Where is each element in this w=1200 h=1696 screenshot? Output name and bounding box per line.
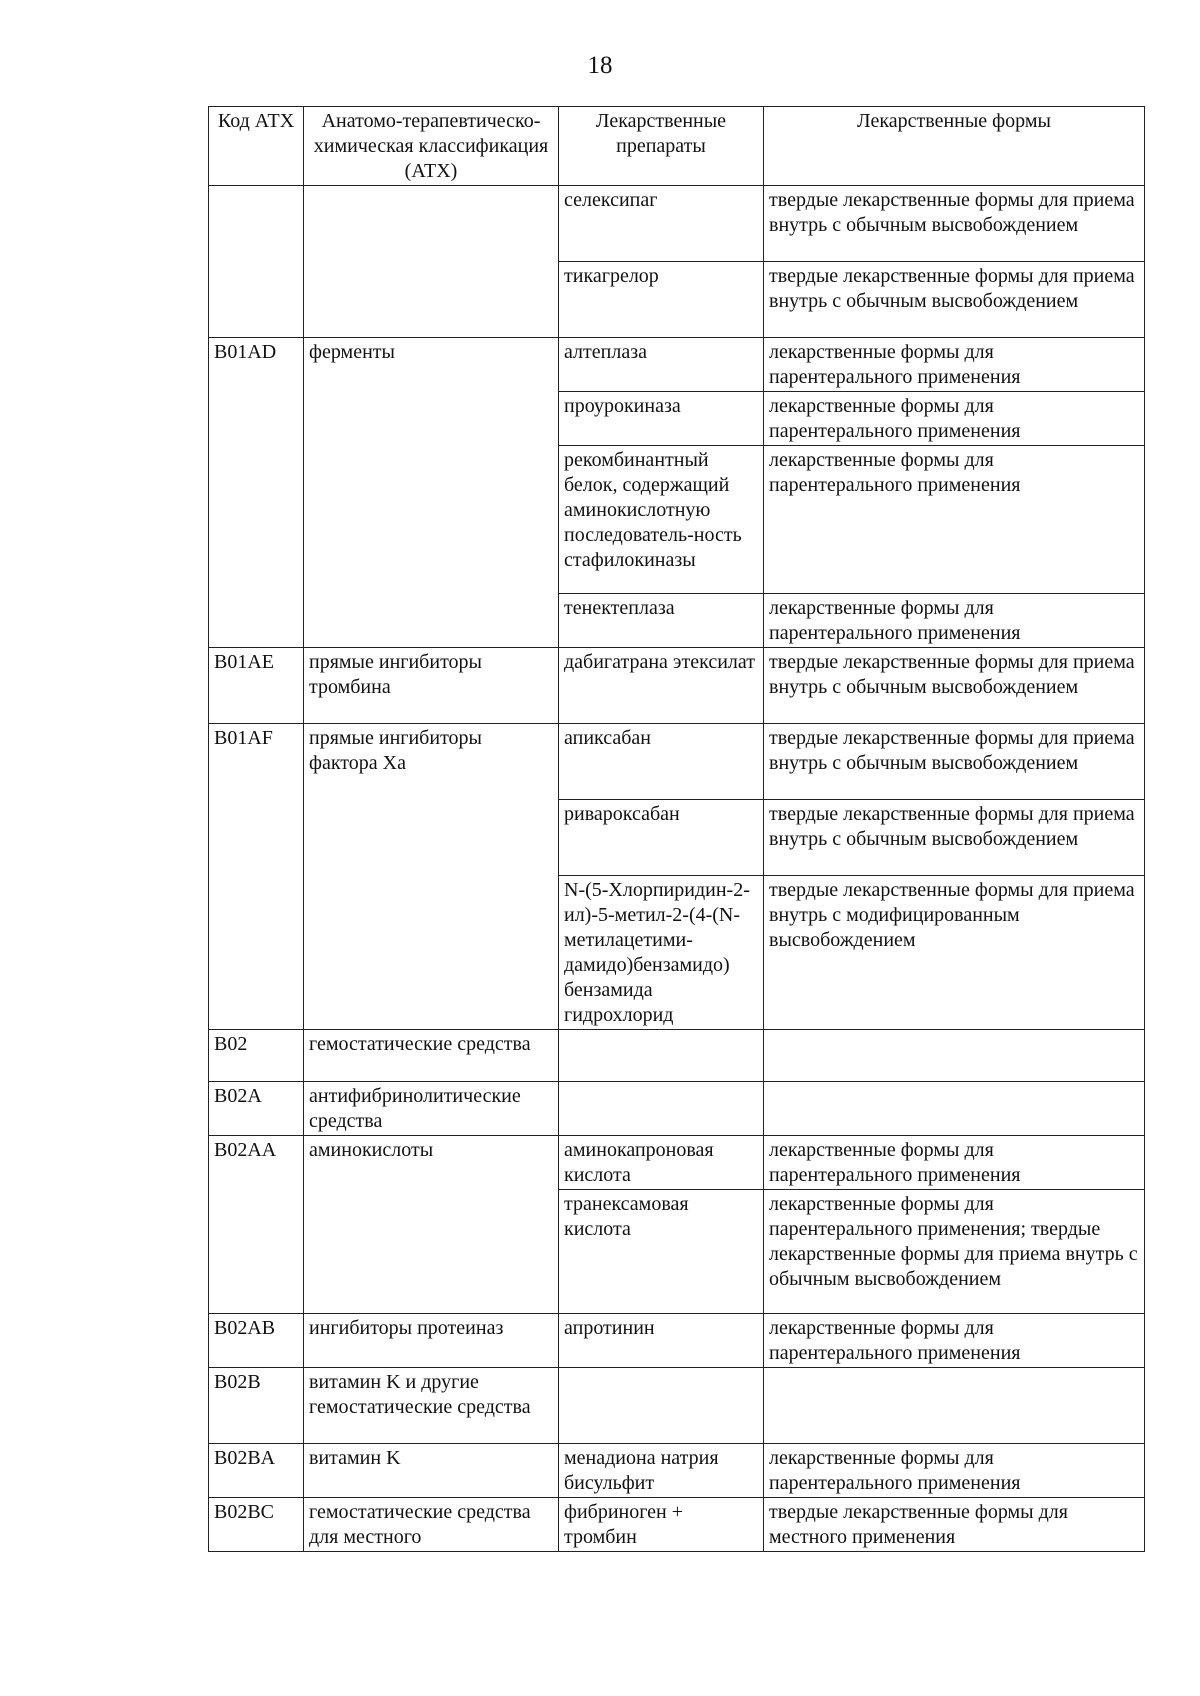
dosage-form: лекарственные формы для парентерального применения	[764, 392, 1145, 446]
atc-code: B01AD	[209, 338, 304, 648]
atc-code: B02AB	[209, 1314, 304, 1368]
atc-classification: витамин K и другие гемостатические средства	[304, 1368, 559, 1444]
drug-name: дабигатрана этексилат	[559, 648, 764, 724]
atc-classification: прямые ингибиторы тромбина	[304, 648, 559, 724]
atc-classification: прямые ингибиторы фактора Xa	[304, 724, 559, 1030]
drug-name: селексипаг	[559, 186, 764, 262]
table-row	[209, 338, 1145, 392]
header-classification: Анатомо-терапевтическо-химическая классификация (АТХ)	[304, 107, 559, 186]
atc-classification: ферменты	[304, 338, 559, 648]
atc-classification: гемостатические средства для местного	[304, 1498, 559, 1552]
table-row	[209, 1368, 1145, 1444]
drug-name: алтеплаза	[559, 338, 764, 392]
atc-code: B02B	[209, 1368, 304, 1444]
table-header-row	[209, 107, 1145, 186]
atc-code: B02A	[209, 1082, 304, 1136]
dosage-form: твердые лекарственные формы для приема внутрь с обычным высвобождением	[764, 724, 1145, 800]
drug-name: менадиона натрия бисульфит	[559, 1444, 764, 1498]
atc-code: B02BA	[209, 1444, 304, 1498]
atc-code: B02BC	[209, 1498, 304, 1552]
dosage-form: твердые лекарственные формы для приема внутрь с обычным высвобождением	[764, 262, 1145, 338]
table-row	[209, 648, 1145, 724]
header-forms: Лекарственные формы	[764, 107, 1145, 186]
drug-name	[559, 1368, 764, 1444]
dosage-form: лекарственные формы для парентерального применения	[764, 1314, 1145, 1368]
drug-name	[559, 1030, 764, 1082]
table-row	[209, 724, 1145, 800]
atc-classification: аминокислоты	[304, 1136, 559, 1314]
dosage-form: твердые лекарственные формы для приема внутрь с обычным высвобождением	[764, 186, 1145, 262]
dosage-form: лекарственные формы для парентерального применения	[764, 338, 1145, 392]
dosage-form: лекарственные формы для парентерального применения	[764, 446, 1145, 594]
dosage-form: твердые лекарственные формы для приема внутрь с обычным высвобождением	[764, 800, 1145, 876]
drug-name: тенектеплаза	[559, 594, 764, 648]
dosage-form	[764, 1082, 1145, 1136]
table-row	[209, 1136, 1145, 1190]
drug-name: тикагрелор	[559, 262, 764, 338]
atc-code: B01AE	[209, 648, 304, 724]
atc-drug-table	[208, 106, 1145, 1552]
atc-code: B02AA	[209, 1136, 304, 1314]
dosage-form: твердые лекарственные формы для местного применения	[764, 1498, 1145, 1552]
header-code: Код АТХ	[209, 107, 304, 186]
table-row	[209, 1314, 1145, 1368]
drug-name	[559, 1082, 764, 1136]
header-drugs: Лекарственные препараты	[559, 107, 764, 186]
drug-name: ривароксабан	[559, 800, 764, 876]
drug-name: транексамовая кислота	[559, 1190, 764, 1314]
page-number: 18	[587, 52, 613, 79]
dosage-form	[764, 1368, 1145, 1444]
atc-classification: витамин K	[304, 1444, 559, 1498]
drug-name: апротинин	[559, 1314, 764, 1368]
drug-name: проурокиназа	[559, 392, 764, 446]
atc-code: B02	[209, 1030, 304, 1082]
atc-code	[209, 186, 304, 338]
atc-classification: ингибиторы протеиназ	[304, 1314, 559, 1368]
dosage-form: твердые лекарственные формы для приема внутрь с обычным высвобождением	[764, 648, 1145, 724]
drug-name: апиксабан	[559, 724, 764, 800]
dosage-form	[764, 1030, 1145, 1082]
atc-classification	[304, 186, 559, 338]
table-row	[209, 1444, 1145, 1498]
drug-name: аминокапроновая кислота	[559, 1136, 764, 1190]
atc-code: B01AF	[209, 724, 304, 1030]
dosage-form: лекарственные формы для парентерального применения; твердые лекарственные формы для приема внутрь с обычным высвобождением	[764, 1190, 1145, 1314]
table-row	[209, 1498, 1145, 1552]
atc-classification: антифибринолитические средства	[304, 1082, 559, 1136]
table-row	[209, 186, 1145, 262]
dosage-form: лекарственные формы для парентерального применения	[764, 594, 1145, 648]
dosage-form: твердые лекарственные формы для приема внутрь с модифицированным высвобождением	[764, 876, 1145, 1030]
dosage-form: лекарственные формы для парентерального применения	[764, 1136, 1145, 1190]
drug-name: фибриноген + тромбин	[559, 1498, 764, 1552]
table-row	[209, 1030, 1145, 1082]
dosage-form: лекарственные формы для парентерального применения	[764, 1444, 1145, 1498]
drug-name: N-(5-Хлорпиридин-2-ил)-5-метил-2-(4-(N-метилацетими-дамидо)бензамидо) бензамида гидрохлорид	[559, 876, 764, 1030]
drug-name: рекомбинантный белок, содержащий аминокислотную последователь-ность стафилокиназы	[559, 446, 764, 594]
atc-classification: гемостатические средства	[304, 1030, 559, 1082]
table-row	[209, 1082, 1145, 1136]
